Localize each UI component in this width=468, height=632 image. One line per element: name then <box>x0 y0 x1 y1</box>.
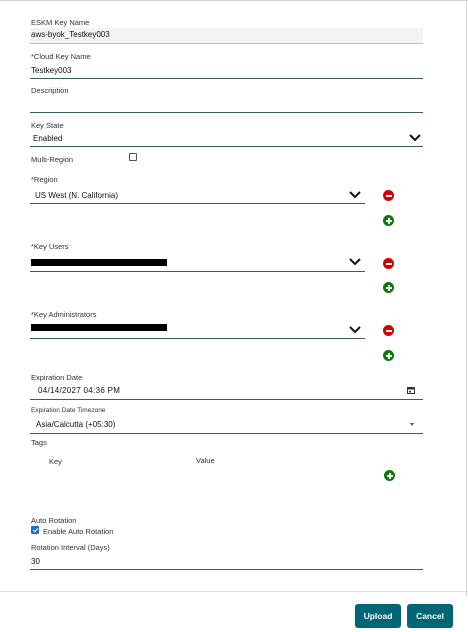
enable-auto-rotation-checkbox[interactable] <box>31 526 39 534</box>
add-key-user-icon[interactable] <box>383 282 394 293</box>
expiration-timezone-select[interactable]: Asia/Calcutta (+05:30) <box>36 420 116 429</box>
chevron-down-icon[interactable] <box>409 134 421 142</box>
key-state-select[interactable]: Enabled <box>33 134 63 143</box>
eskm-key-name-underline <box>30 43 423 44</box>
caret-down-icon[interactable] <box>410 423 414 426</box>
region-label: *Region <box>31 175 58 184</box>
expiration-timezone-label: Expiration Date Timezone <box>31 407 106 414</box>
chevron-down-icon[interactable] <box>349 258 361 266</box>
region-select[interactable]: US West (N. California) <box>35 191 118 200</box>
footer-divider <box>0 591 468 592</box>
description-label: Description <box>31 86 69 95</box>
cancel-button[interactable]: Cancel <box>407 604 453 628</box>
key-administrators-label: *Key Administrators <box>31 310 97 319</box>
top-border <box>0 0 468 4</box>
cloud-key-name-input[interactable]: Testkey003 <box>31 66 72 75</box>
chevron-down-icon[interactable] <box>349 326 361 334</box>
add-tag-icon[interactable] <box>384 470 395 481</box>
enable-auto-rotation-label: Enable Auto Rotation <box>43 527 114 536</box>
key-state-underline <box>30 146 423 147</box>
tags-value-header: Value <box>196 456 215 465</box>
rotation-interval-label: Rotation Interval (Days) <box>31 543 110 552</box>
description-input[interactable] <box>31 100 421 111</box>
chevron-down-icon[interactable] <box>349 191 361 199</box>
expiration-timezone-underline <box>30 433 423 434</box>
scrollbar-track[interactable] <box>466 0 467 596</box>
key-administrators-underline <box>30 338 365 339</box>
multi-region-checkbox[interactable] <box>129 153 137 161</box>
multi-region-label: Multi-Region <box>31 155 74 164</box>
remove-key-user-icon[interactable] <box>383 258 394 269</box>
key-administrators-redacted-value[interactable] <box>31 324 167 331</box>
eskm-key-name-label: ESKM Key Name <box>31 18 90 27</box>
tags-key-header: Key <box>49 457 62 466</box>
description-underline <box>30 112 423 113</box>
upload-button[interactable]: Upload <box>355 604 401 628</box>
expiration-date-label: Expiration Date <box>31 373 83 382</box>
rotation-interval-input[interactable]: 30 <box>31 557 40 566</box>
tags-label: Tags <box>31 438 47 447</box>
key-state-label: Key State <box>31 121 64 130</box>
remove-region-icon[interactable] <box>383 190 394 201</box>
key-users-redacted-value[interactable] <box>31 259 167 266</box>
rotation-interval-underline <box>30 569 423 570</box>
remove-key-admin-icon[interactable] <box>383 325 394 336</box>
eskm-key-name-value: aws-byok_Testkey003 <box>31 30 110 39</box>
expiration-date-underline <box>30 399 423 400</box>
add-region-icon[interactable] <box>383 215 394 226</box>
key-users-underline <box>30 271 365 272</box>
cloud-key-name-label: *Cloud Key Name <box>31 52 91 61</box>
expiration-date-input[interactable]: 04/14/2027 04:36 PM <box>38 386 121 395</box>
cloud-key-name-underline <box>30 78 423 79</box>
calendar-icon[interactable] <box>407 386 415 394</box>
key-users-label: *Key Users <box>31 242 69 251</box>
auto-rotation-label: Auto Rotation <box>31 516 77 525</box>
region-underline <box>30 203 365 204</box>
add-key-admin-icon[interactable] <box>383 350 394 361</box>
